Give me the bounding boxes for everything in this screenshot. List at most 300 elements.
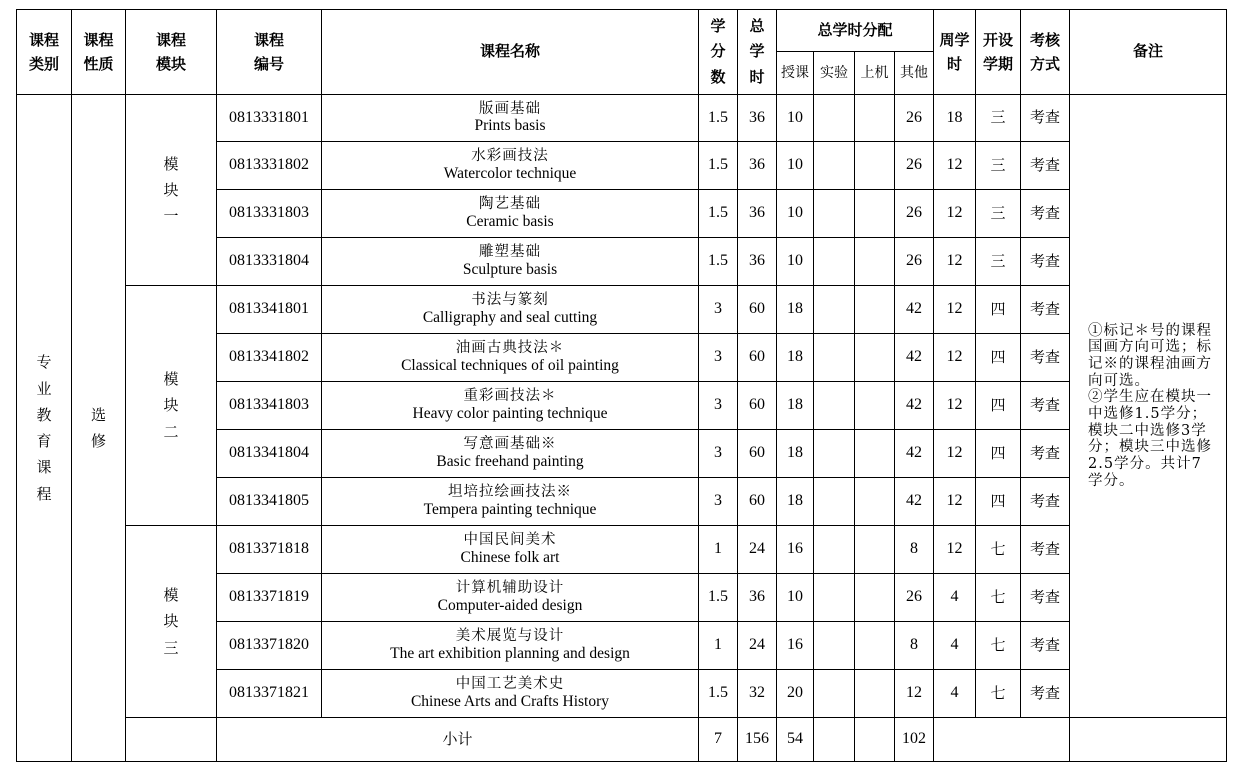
course-name-cn: 油画古典技法＊ xyxy=(455,340,565,357)
course-code-text: 0813341803 xyxy=(229,396,309,414)
course-code-text: 0813341805 xyxy=(229,492,309,510)
header-distribution: 总学时分配 xyxy=(777,10,934,52)
assessment-text: 考查 xyxy=(1030,395,1061,414)
weekly-hours-text: 12 xyxy=(946,444,963,462)
credits xyxy=(699,430,738,478)
course-name-cn: 版画基础 xyxy=(479,100,541,117)
computer-hours xyxy=(855,334,895,382)
credits xyxy=(699,478,738,526)
weekly-hours-text: 4 xyxy=(950,588,959,606)
lecture-hours xyxy=(777,334,814,382)
semester xyxy=(976,238,1021,286)
remarks-cell xyxy=(1070,95,1227,718)
total-hours xyxy=(738,286,777,334)
total-hours xyxy=(738,142,777,190)
course-name-en: Computer-aided design xyxy=(437,596,583,614)
other-hours xyxy=(895,95,934,142)
other-hours xyxy=(895,478,934,526)
header-computer: 上机 xyxy=(855,52,895,95)
assessment-text: 考查 xyxy=(1030,683,1061,702)
subtotal-row xyxy=(17,718,1227,762)
total-hours-text: 36 xyxy=(749,204,765,222)
credits-text: 1.5 xyxy=(708,156,728,174)
lecture-hours-text: 18 xyxy=(787,300,803,318)
course-name-cn: 重彩画技法＊ xyxy=(463,388,557,405)
assessment xyxy=(1021,190,1070,238)
course-name-en: Heavy color painting technique xyxy=(412,404,608,422)
other-hours xyxy=(895,526,934,574)
other-hours-text: 12 xyxy=(906,684,922,702)
semester xyxy=(976,526,1021,574)
course-name xyxy=(322,622,699,670)
course-code xyxy=(217,286,322,334)
course-name-en: The art exhibition planning and design xyxy=(390,644,630,662)
course-code xyxy=(217,430,322,478)
course-code xyxy=(217,478,322,526)
computer-hours xyxy=(855,430,895,478)
course-name-en: Basic freehand painting xyxy=(436,452,584,470)
course-code-text: 0813341801 xyxy=(229,300,309,318)
weekly-hours xyxy=(934,574,976,622)
subtotal-lab xyxy=(814,718,855,762)
credits-text: 3 xyxy=(714,396,722,414)
header-total-hours: 总学时 xyxy=(738,10,777,95)
category-value: 专业教育课程 xyxy=(36,353,52,503)
assessment xyxy=(1021,670,1070,718)
other-hours xyxy=(895,286,934,334)
semester xyxy=(976,95,1021,142)
module-label: 模块一 xyxy=(163,154,179,226)
course-name-cn: 陶艺基础 xyxy=(479,196,541,213)
credits xyxy=(699,574,738,622)
total-hours xyxy=(738,478,777,526)
lecture-hours-text: 18 xyxy=(787,444,803,462)
semester-text: 三 xyxy=(990,155,1006,174)
assessment xyxy=(1021,238,1070,286)
course-code-text: 0813371819 xyxy=(229,588,309,606)
course-code xyxy=(217,238,322,286)
course-name-en: Watercolor technique xyxy=(443,164,577,182)
assessment-text: 考查 xyxy=(1030,587,1061,606)
computer-hours xyxy=(855,526,895,574)
assessment xyxy=(1021,95,1070,142)
semester-text: 四 xyxy=(990,347,1006,366)
total-hours-text: 36 xyxy=(749,252,765,270)
other-hours-text: 42 xyxy=(906,348,922,366)
lecture-hours xyxy=(777,286,814,334)
other-hours-text: 26 xyxy=(906,156,922,174)
assessment-text: 考查 xyxy=(1030,443,1061,462)
weekly-hours-text: 12 xyxy=(946,348,963,366)
total-hours-text: 36 xyxy=(749,588,765,606)
semester-text: 三 xyxy=(990,108,1006,127)
module-label: 模块三 xyxy=(163,586,179,657)
other-hours xyxy=(895,670,934,718)
computer-hours xyxy=(855,670,895,718)
subtotal-lecture xyxy=(777,718,814,762)
semester xyxy=(976,478,1021,526)
course-code xyxy=(217,574,322,622)
total-hours xyxy=(738,334,777,382)
lab-hours xyxy=(814,286,855,334)
total-hours xyxy=(738,622,777,670)
total-hours xyxy=(738,238,777,286)
weekly-hours-text: 4 xyxy=(950,684,959,702)
header-lecture: 授课 xyxy=(777,52,814,95)
lecture-hours-text: 18 xyxy=(787,492,803,510)
credits-text: 3 xyxy=(714,300,722,318)
credits xyxy=(699,142,738,190)
course-name xyxy=(322,670,699,718)
subtotal-total xyxy=(738,718,777,762)
lab-hours xyxy=(814,622,855,670)
other-hours-text: 26 xyxy=(906,204,922,222)
subtotal-other xyxy=(895,718,934,762)
credits xyxy=(699,95,738,142)
computer-hours xyxy=(855,142,895,190)
lecture-hours-text: 10 xyxy=(787,588,803,606)
lecture-hours-text: 18 xyxy=(787,348,803,366)
remark-item: ①标记＊号的课程国画方向可选；标记※的课程油画方向可选。 xyxy=(1088,322,1213,389)
header-weekly-hours: 周学时 xyxy=(934,10,976,95)
course-name xyxy=(322,526,699,574)
course-code xyxy=(217,382,322,430)
course-name-en: Chinese Arts and Crafts History xyxy=(410,692,610,710)
weekly-hours-text: 12 xyxy=(946,204,963,222)
total-hours-text: 60 xyxy=(749,444,765,462)
credits-text: 1.5 xyxy=(708,204,728,222)
other-hours xyxy=(895,238,934,286)
assessment-text: 考查 xyxy=(1030,251,1061,270)
credits xyxy=(699,382,738,430)
module-cell xyxy=(126,526,217,718)
semester xyxy=(976,142,1021,190)
assessment xyxy=(1021,526,1070,574)
semester-text: 四 xyxy=(990,443,1006,462)
weekly-hours xyxy=(934,478,976,526)
semester-text: 四 xyxy=(990,395,1006,414)
computer-hours xyxy=(855,95,895,142)
other-hours-text: 42 xyxy=(906,396,922,414)
semester xyxy=(976,670,1021,718)
course-name xyxy=(322,190,699,238)
other-hours-text: 42 xyxy=(906,300,922,318)
total-hours xyxy=(738,526,777,574)
lab-hours xyxy=(814,526,855,574)
semester xyxy=(976,382,1021,430)
weekly-hours-text: 12 xyxy=(946,396,963,414)
credits-text: 3 xyxy=(714,492,722,510)
assessment xyxy=(1021,334,1070,382)
other-hours-text: 8 xyxy=(910,636,918,654)
course-code-text: 0813371820 xyxy=(229,636,309,654)
header-code: 课程编号 xyxy=(217,10,322,95)
lecture-hours-text: 20 xyxy=(787,684,803,702)
weekly-hours-text: 18 xyxy=(946,108,963,126)
weekly-hours xyxy=(934,238,976,286)
computer-hours xyxy=(855,382,895,430)
semester xyxy=(976,622,1021,670)
assessment xyxy=(1021,430,1070,478)
course-code xyxy=(217,95,322,142)
lab-hours xyxy=(814,238,855,286)
subtotal-label: 小计 xyxy=(442,729,473,748)
course-name xyxy=(322,382,699,430)
subtotal-other-value: 102 xyxy=(902,730,926,748)
total-hours xyxy=(738,382,777,430)
lecture-hours-text: 16 xyxy=(787,540,803,558)
lecture-hours-text: 16 xyxy=(787,636,803,654)
assessment-text: 考查 xyxy=(1030,347,1061,366)
module-label: 模块二 xyxy=(163,370,179,441)
lab-hours xyxy=(814,430,855,478)
weekly-hours-text: 12 xyxy=(946,492,963,510)
semester xyxy=(976,430,1021,478)
lab-hours xyxy=(814,190,855,238)
subtotal-lecture-value: 54 xyxy=(787,730,803,748)
table-row xyxy=(17,286,1227,334)
course-name-en: Calligraphy and seal cutting xyxy=(422,308,598,326)
header-assessment: 考核方式 xyxy=(1021,10,1070,95)
computer-hours xyxy=(855,478,895,526)
course-name-en: Chinese folk art xyxy=(460,548,560,566)
course-name xyxy=(322,142,699,190)
other-hours xyxy=(895,622,934,670)
course-name-cn: 坦培拉绘画技法※ xyxy=(448,484,572,501)
weekly-hours xyxy=(934,622,976,670)
table-row xyxy=(17,95,1227,142)
semester xyxy=(976,190,1021,238)
course-code-text: 0813341804 xyxy=(229,444,309,462)
total-hours-text: 60 xyxy=(749,348,765,366)
lab-hours xyxy=(814,95,855,142)
course-name-cn: 美术展览与设计 xyxy=(455,628,565,645)
assessment xyxy=(1021,142,1070,190)
lab-hours xyxy=(814,478,855,526)
credits xyxy=(699,190,738,238)
table-row xyxy=(17,526,1227,574)
total-hours-text: 60 xyxy=(749,396,765,414)
semester-text: 七 xyxy=(990,539,1006,558)
assessment-text: 考查 xyxy=(1030,539,1061,558)
lecture-hours-text: 10 xyxy=(787,204,803,222)
lecture-hours xyxy=(777,238,814,286)
course-name xyxy=(322,238,699,286)
credits xyxy=(699,526,738,574)
header-category: 课程类别 xyxy=(17,10,72,95)
credits-text: 3 xyxy=(714,444,722,462)
total-hours xyxy=(738,574,777,622)
subtotal-blank xyxy=(934,718,1070,762)
computer-hours xyxy=(855,238,895,286)
other-hours xyxy=(895,430,934,478)
computer-hours xyxy=(855,574,895,622)
subtotal-credits xyxy=(699,718,738,762)
module-cell xyxy=(126,95,217,286)
total-hours-text: 60 xyxy=(749,492,765,510)
course-table xyxy=(16,9,1227,762)
total-hours xyxy=(738,670,777,718)
course-code-text: 0813331803 xyxy=(229,204,309,222)
assessment-text: 考查 xyxy=(1030,203,1061,222)
assessment-text: 考查 xyxy=(1030,155,1061,174)
semester xyxy=(976,574,1021,622)
course-code xyxy=(217,622,322,670)
header-lab: 实验 xyxy=(814,52,855,95)
weekly-hours xyxy=(934,334,976,382)
semester-text: 七 xyxy=(990,587,1006,606)
assessment-text: 考查 xyxy=(1030,299,1061,318)
weekly-hours xyxy=(934,382,976,430)
lecture-hours xyxy=(777,142,814,190)
lecture-hours xyxy=(777,622,814,670)
subtotal-label-cell xyxy=(217,718,699,762)
weekly-hours-text: 12 xyxy=(946,252,963,270)
course-name xyxy=(322,334,699,382)
semester-text: 七 xyxy=(990,683,1006,702)
other-hours-text: 26 xyxy=(906,108,922,126)
other-hours xyxy=(895,574,934,622)
semester-text: 四 xyxy=(990,491,1006,510)
course-name xyxy=(322,574,699,622)
nature-value: 选修 xyxy=(90,405,106,450)
weekly-hours-text: 12 xyxy=(946,540,963,558)
course-code-text: 0813371818 xyxy=(229,540,309,558)
assessment xyxy=(1021,382,1070,430)
computer-hours xyxy=(855,622,895,670)
category-cell xyxy=(17,95,72,762)
total-hours-text: 24 xyxy=(749,636,765,654)
course-code-text: 0813331802 xyxy=(229,156,309,174)
credits xyxy=(699,238,738,286)
credits xyxy=(699,334,738,382)
weekly-hours-text: 12 xyxy=(946,156,963,174)
credits-text: 1 xyxy=(714,540,722,558)
weekly-hours xyxy=(934,526,976,574)
course-name xyxy=(322,478,699,526)
total-hours-text: 36 xyxy=(749,108,765,126)
course-code-text: 0813331804 xyxy=(229,252,309,270)
lecture-hours xyxy=(777,670,814,718)
assessment-text: 考查 xyxy=(1030,491,1061,510)
credits xyxy=(699,286,738,334)
subtotal-computer xyxy=(855,718,895,762)
semester xyxy=(976,286,1021,334)
total-hours-text: 24 xyxy=(749,540,765,558)
lab-hours xyxy=(814,670,855,718)
computer-hours xyxy=(855,190,895,238)
lecture-hours xyxy=(777,382,814,430)
header-semester: 开设学期 xyxy=(976,10,1021,95)
weekly-hours-text: 12 xyxy=(946,300,963,318)
header-remarks: 备注 xyxy=(1070,10,1227,95)
semester-text: 七 xyxy=(990,635,1006,654)
computer-hours xyxy=(855,286,895,334)
total-hours-text: 60 xyxy=(749,300,765,318)
header-other: 其他 xyxy=(895,52,934,95)
course-code xyxy=(217,670,322,718)
header-row-1 xyxy=(17,10,1227,52)
lab-hours xyxy=(814,574,855,622)
course-name-en: Tempera painting technique xyxy=(423,500,597,518)
course-name-en: Classical techniques of oil painting xyxy=(401,356,619,374)
course-name xyxy=(322,95,699,142)
course-name-cn: 书法与篆刻 xyxy=(471,292,549,309)
header-credits: 学分数 xyxy=(699,10,738,95)
assessment-text: 考查 xyxy=(1030,108,1061,127)
other-hours-text: 26 xyxy=(906,588,922,606)
other-hours-text: 42 xyxy=(906,492,922,510)
semester-text: 三 xyxy=(990,203,1006,222)
course-name xyxy=(322,430,699,478)
course-name-cn: 雕塑基础 xyxy=(479,244,541,261)
course-code-text: 0813331801 xyxy=(229,108,309,126)
credits-text: 3 xyxy=(714,348,722,366)
course-name-cn: 计算机辅助设计 xyxy=(455,580,565,597)
course-name-cn: 中国民间美术 xyxy=(463,532,557,549)
course-code xyxy=(217,334,322,382)
course-code xyxy=(217,190,322,238)
header-module: 课程模块 xyxy=(126,10,217,95)
credits-text: 1.5 xyxy=(708,252,728,270)
assessment xyxy=(1021,622,1070,670)
subtotal-remark-blank xyxy=(1070,718,1227,762)
total-hours xyxy=(738,95,777,142)
assessment xyxy=(1021,574,1070,622)
assessment-text: 考查 xyxy=(1030,635,1061,654)
course-name-en: Prints basis xyxy=(474,117,546,135)
lecture-hours-text: 10 xyxy=(787,108,803,126)
course-name-cn: 写意画基础※ xyxy=(463,436,557,453)
total-hours xyxy=(738,190,777,238)
lecture-hours xyxy=(777,430,814,478)
other-hours xyxy=(895,142,934,190)
course-name-en: Ceramic basis xyxy=(466,212,554,230)
lecture-hours xyxy=(777,574,814,622)
credits xyxy=(699,622,738,670)
other-hours-text: 8 xyxy=(910,540,918,558)
lecture-hours xyxy=(777,95,814,142)
other-hours xyxy=(895,190,934,238)
course-code-text: 0813341802 xyxy=(229,348,309,366)
weekly-hours-text: 4 xyxy=(950,636,959,654)
lecture-hours-text: 10 xyxy=(787,252,803,270)
subtotal-total-value: 156 xyxy=(745,730,769,748)
weekly-hours xyxy=(934,190,976,238)
weekly-hours xyxy=(934,286,976,334)
lecture-hours xyxy=(777,526,814,574)
credits-text: 1.5 xyxy=(708,108,728,126)
subtotal-module-blank xyxy=(126,718,217,762)
other-hours-text: 42 xyxy=(906,444,922,462)
other-hours-text: 26 xyxy=(906,252,922,270)
lecture-hours xyxy=(777,190,814,238)
total-hours xyxy=(738,430,777,478)
remark-item: ②学生应在模块一中选修1.5学分；模块二中选修3学分；模块三中选修2.5学分。共计7学分。 xyxy=(1088,389,1213,489)
credits-text: 1 xyxy=(714,636,722,654)
total-hours-text: 36 xyxy=(749,156,765,174)
course-name-en: Sculpture basis xyxy=(462,260,558,278)
lab-hours xyxy=(814,382,855,430)
lab-hours xyxy=(814,334,855,382)
module-cell xyxy=(126,286,217,526)
weekly-hours xyxy=(934,142,976,190)
weekly-hours xyxy=(934,430,976,478)
nature-cell xyxy=(72,95,126,762)
other-hours xyxy=(895,334,934,382)
semester-text: 四 xyxy=(990,299,1006,318)
assessment xyxy=(1021,286,1070,334)
